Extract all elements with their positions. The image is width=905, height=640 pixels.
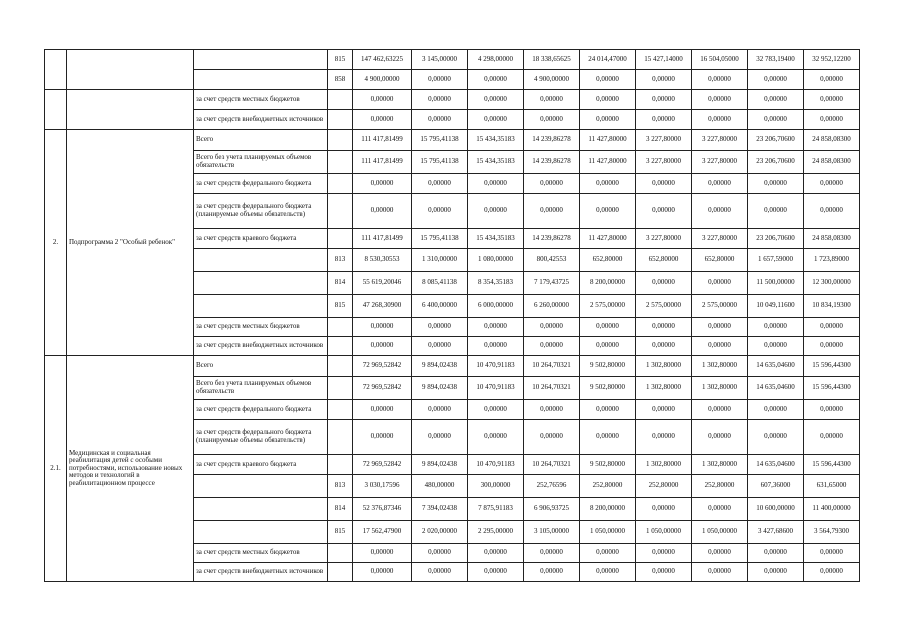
amount-cell: 6 906,93725 (524, 498, 580, 521)
amount-cell: 0,00000 (692, 337, 748, 356)
amount-cell: 0,00000 (353, 318, 412, 337)
amount-cell: 0,00000 (636, 272, 692, 295)
amount-cell: 6 260,00000 (524, 295, 580, 318)
amount-cell: 15 434,35183 (468, 130, 524, 151)
amount-cell: 0,00000 (468, 194, 524, 229)
amount-cell: 8 200,00000 (580, 498, 636, 521)
amount-cell: 111 417,81499 (353, 130, 412, 151)
section-name-cell: Медицинская и социальная реабилитация детей с особыми потребностями, использование новых методов и технологий в реабилитационном процессе (67, 356, 194, 582)
amount-cell: 252,80000 (692, 475, 748, 498)
amount-cell: 1 050,00000 (580, 521, 636, 544)
amount-cell: 15 434,35183 (468, 229, 524, 249)
source-label-cell: за счет средств федерального бюджета (194, 400, 328, 420)
amount-cell: 0,00000 (353, 110, 412, 130)
amount-cell: 72 969,52842 (353, 356, 412, 377)
kbk-code-cell (328, 544, 353, 563)
amount-cell: 0,00000 (636, 90, 692, 110)
amount-cell: 3 227,80000 (636, 130, 692, 151)
amount-cell: 0,00000 (468, 318, 524, 337)
amount-cell: 15 795,41138 (412, 130, 468, 151)
amount-cell: 18 338,65625 (524, 50, 580, 70)
amount-cell: 24 014,47000 (580, 50, 636, 70)
kbk-code-cell (328, 455, 353, 475)
amount-cell: 0,00000 (748, 563, 804, 582)
prev-name-cell (67, 50, 194, 90)
amount-cell: 32 952,12200 (804, 50, 860, 70)
amount-cell: 111 417,81499 (353, 151, 412, 174)
kbk-code-cell (328, 229, 353, 249)
amount-cell: 9 894,02438 (412, 377, 468, 400)
amount-cell: 3 227,80000 (636, 229, 692, 249)
amount-cell: 252,76596 (524, 475, 580, 498)
amount-cell: 0,00000 (524, 194, 580, 229)
amount-cell: 0,00000 (636, 110, 692, 130)
amount-cell: 2 575,00000 (636, 295, 692, 318)
amount-cell: 11 427,80000 (580, 130, 636, 151)
amount-cell: 0,00000 (412, 174, 468, 194)
table-row (45, 50, 860, 70)
amount-cell: 0,00000 (412, 400, 468, 420)
amount-cell: 0,00000 (353, 174, 412, 194)
amount-cell: 10 834,19300 (804, 295, 860, 318)
kbk-code-cell: 815 (328, 50, 353, 70)
amount-cell: 0,00000 (580, 337, 636, 356)
amount-cell: 0,00000 (353, 420, 412, 455)
source-label-cell (194, 70, 328, 90)
amount-cell: 1 302,80000 (692, 356, 748, 377)
amount-cell: 52 376,87346 (353, 498, 412, 521)
amount-cell: 0,00000 (353, 544, 412, 563)
source-label-cell (194, 50, 328, 70)
amount-cell: 9 502,80000 (580, 377, 636, 400)
amount-cell: 3 030,17596 (353, 475, 412, 498)
amount-cell: 47 268,30900 (353, 295, 412, 318)
amount-cell: 0,00000 (524, 337, 580, 356)
amount-cell: 3 105,00000 (524, 521, 580, 544)
amount-cell: 652,80000 (580, 249, 636, 272)
amount-cell: 252,80000 (580, 475, 636, 498)
source-label-cell: за счет средств внебюджетных источников (194, 110, 328, 130)
amount-cell: 3 227,80000 (692, 130, 748, 151)
amount-cell: 1 723,89000 (804, 249, 860, 272)
amount-cell: 0,00000 (580, 318, 636, 337)
amount-cell: 7 179,43725 (524, 272, 580, 295)
amount-cell: 0,00000 (468, 90, 524, 110)
amount-cell: 4 900,00000 (353, 70, 412, 90)
amount-cell: 10 470,91183 (468, 455, 524, 475)
amount-cell: 15 596,44300 (804, 377, 860, 400)
amount-cell: 0,00000 (580, 400, 636, 420)
kbk-code-cell: 813 (328, 475, 353, 498)
amount-cell: 2 020,00000 (412, 521, 468, 544)
amount-cell: 1 302,80000 (636, 356, 692, 377)
amount-cell: 8 354,35183 (468, 272, 524, 295)
amount-cell: 0,00000 (692, 174, 748, 194)
section-index-cell: 2. (45, 130, 67, 356)
amount-cell: 15 434,35183 (468, 151, 524, 174)
amount-cell: 12 300,00000 (804, 272, 860, 295)
budget-table (44, 49, 860, 582)
amount-cell: 72 969,52842 (353, 455, 412, 475)
source-label-cell: за счет средств местных бюджетов (194, 318, 328, 337)
amount-cell: 0,00000 (692, 110, 748, 130)
prev-index-cell (45, 90, 67, 130)
amount-cell: 0,00000 (468, 174, 524, 194)
amount-cell: 0,00000 (804, 70, 860, 90)
amount-cell: 10 264,70321 (524, 356, 580, 377)
source-label-cell: Всего без учета планируемых объемов обязательств (194, 151, 328, 174)
source-label-cell (194, 249, 328, 272)
amount-cell: 15 795,41138 (412, 151, 468, 174)
amount-cell: 1 302,80000 (692, 377, 748, 400)
amount-cell: 3 227,80000 (636, 151, 692, 174)
amount-cell: 147 462,63225 (353, 50, 412, 70)
amount-cell: 0,00000 (692, 498, 748, 521)
amount-cell: 0,00000 (636, 70, 692, 90)
amount-cell: 23 206,70600 (748, 151, 804, 174)
amount-cell: 0,00000 (353, 563, 412, 582)
amount-cell: 24 858,08300 (804, 130, 860, 151)
amount-cell: 0,00000 (636, 194, 692, 229)
kbk-code-cell (328, 194, 353, 229)
amount-cell: 0,00000 (748, 110, 804, 130)
amount-cell: 652,80000 (692, 249, 748, 272)
amount-cell: 0,00000 (804, 337, 860, 356)
amount-cell: 10 470,91183 (468, 377, 524, 400)
amount-cell: 0,00000 (692, 544, 748, 563)
amount-cell: 10 264,70321 (524, 455, 580, 475)
amount-cell: 1 050,00000 (692, 521, 748, 544)
kbk-code-cell (328, 151, 353, 174)
amount-cell: 0,00000 (468, 70, 524, 90)
amount-cell: 72 969,52842 (353, 377, 412, 400)
amount-cell: 15 427,14000 (636, 50, 692, 70)
amount-cell: 10 264,70321 (524, 377, 580, 400)
amount-cell: 0,00000 (692, 194, 748, 229)
amount-cell: 0,00000 (353, 400, 412, 420)
amount-cell: 0,00000 (412, 90, 468, 110)
amount-cell: 0,00000 (804, 90, 860, 110)
amount-cell: 8 530,30553 (353, 249, 412, 272)
kbk-code-cell (328, 174, 353, 194)
kbk-code-cell (328, 318, 353, 337)
kbk-code-cell (328, 400, 353, 420)
amount-cell: 8 200,00000 (580, 272, 636, 295)
kbk-code-cell (328, 337, 353, 356)
amount-cell: 2 575,00000 (580, 295, 636, 318)
amount-cell: 2 295,00000 (468, 521, 524, 544)
amount-cell: 0,00000 (412, 544, 468, 563)
amount-cell: 0,00000 (468, 337, 524, 356)
source-label-cell: за счет средств краевого бюджета (194, 229, 328, 249)
amount-cell: 3 427,68600 (748, 521, 804, 544)
section-name-cell: Подпрограмма 2 "Особый ребенок" (67, 130, 194, 356)
amount-cell: 0,00000 (748, 70, 804, 90)
amount-cell: 0,00000 (580, 544, 636, 563)
amount-cell: 15 596,44300 (804, 455, 860, 475)
source-label-cell: Всего (194, 356, 328, 377)
kbk-code-cell (328, 110, 353, 130)
amount-cell: 0,00000 (524, 90, 580, 110)
amount-cell: 631,65000 (804, 475, 860, 498)
amount-cell: 1 657,59000 (748, 249, 804, 272)
amount-cell: 0,00000 (524, 174, 580, 194)
amount-cell: 0,00000 (748, 90, 804, 110)
amount-cell: 17 562,47900 (353, 521, 412, 544)
amount-cell: 0,00000 (636, 400, 692, 420)
source-label-cell: Всего без учета планируемых объемов обязательств (194, 377, 328, 400)
amount-cell: 0,00000 (468, 544, 524, 563)
amount-cell: 0,00000 (580, 90, 636, 110)
amount-cell: 0,00000 (804, 110, 860, 130)
amount-cell: 1 302,80000 (636, 377, 692, 400)
source-label-cell (194, 498, 328, 521)
source-label-cell (194, 295, 328, 318)
amount-cell: 0,00000 (804, 194, 860, 229)
amount-cell: 10 600,00000 (748, 498, 804, 521)
source-label-cell: за счет средств внебюджетных источников (194, 337, 328, 356)
amount-cell: 0,00000 (468, 563, 524, 582)
amount-cell: 1 302,80000 (636, 455, 692, 475)
amount-cell: 0,00000 (692, 420, 748, 455)
amount-cell: 1 080,00000 (468, 249, 524, 272)
amount-cell: 0,00000 (412, 318, 468, 337)
amount-cell: 11 400,00000 (804, 498, 860, 521)
amount-cell: 0,00000 (692, 563, 748, 582)
amount-cell: 9 894,02438 (412, 455, 468, 475)
amount-cell: 0,00000 (636, 174, 692, 194)
amount-cell: 14 635,04600 (748, 356, 804, 377)
kbk-code-cell: 814 (328, 498, 353, 521)
amount-cell: 652,80000 (636, 249, 692, 272)
amount-cell: 111 417,81499 (353, 229, 412, 249)
amount-cell: 0,00000 (580, 70, 636, 90)
amount-cell: 4 900,00000 (524, 70, 580, 90)
kbk-code-cell (328, 420, 353, 455)
amount-cell: 0,00000 (636, 420, 692, 455)
amount-cell: 0,00000 (412, 110, 468, 130)
amount-cell: 14 239,86278 (524, 151, 580, 174)
amount-cell: 9 502,80000 (580, 455, 636, 475)
amount-cell: 14 635,04600 (748, 377, 804, 400)
amount-cell: 2 575,00000 (692, 295, 748, 318)
amount-cell: 3 564,79300 (804, 521, 860, 544)
amount-cell: 0,00000 (748, 544, 804, 563)
amount-cell: 6 000,00000 (468, 295, 524, 318)
source-label-cell: за счет средств федерального бюджета (планируемые объемы обязательств) (194, 420, 328, 455)
amount-cell: 0,00000 (412, 337, 468, 356)
source-label-cell: Всего (194, 130, 328, 151)
amount-cell: 0,00000 (692, 318, 748, 337)
amount-cell: 23 206,70600 (748, 130, 804, 151)
amount-cell: 0,00000 (353, 194, 412, 229)
amount-cell: 1 302,80000 (692, 455, 748, 475)
prev-name-cell (67, 90, 194, 130)
source-label-cell: за счет средств внебюджетных источников (194, 563, 328, 582)
amount-cell: 11 427,80000 (580, 151, 636, 174)
amount-cell: 300,00000 (468, 475, 524, 498)
amount-cell: 0,00000 (748, 400, 804, 420)
amount-cell: 0,00000 (636, 318, 692, 337)
amount-cell: 0,00000 (412, 70, 468, 90)
amount-cell: 0,00000 (412, 194, 468, 229)
amount-cell: 0,00000 (524, 318, 580, 337)
amount-cell: 14 239,86278 (524, 130, 580, 151)
amount-cell: 480,00000 (412, 475, 468, 498)
kbk-code-cell (328, 563, 353, 582)
amount-cell: 3 145,00000 (412, 50, 468, 70)
amount-cell: 15 596,44300 (804, 356, 860, 377)
amount-cell: 0,00000 (804, 318, 860, 337)
amount-cell: 0,00000 (580, 194, 636, 229)
amount-cell: 0,00000 (580, 563, 636, 582)
kbk-code-cell: 858 (328, 70, 353, 90)
amount-cell: 11 427,80000 (580, 229, 636, 249)
amount-cell: 0,00000 (524, 420, 580, 455)
source-label-cell (194, 475, 328, 498)
amount-cell: 11 500,00000 (748, 272, 804, 295)
amount-cell: 7 394,02438 (412, 498, 468, 521)
amount-cell: 0,00000 (636, 563, 692, 582)
amount-cell: 0,00000 (804, 544, 860, 563)
amount-cell: 800,42553 (524, 249, 580, 272)
kbk-code-cell: 813 (328, 249, 353, 272)
amount-cell: 0,00000 (748, 194, 804, 229)
amount-cell: 24 858,08300 (804, 151, 860, 174)
amount-cell: 0,00000 (692, 272, 748, 295)
kbk-code-cell (328, 377, 353, 400)
amount-cell: 0,00000 (468, 400, 524, 420)
kbk-code-cell (328, 130, 353, 151)
amount-cell: 0,00000 (468, 110, 524, 130)
amount-cell: 0,00000 (580, 174, 636, 194)
kbk-code-cell (328, 90, 353, 110)
amount-cell: 1 310,00000 (412, 249, 468, 272)
amount-cell: 0,00000 (353, 90, 412, 110)
prev-index-cell (45, 50, 67, 90)
table-row (45, 356, 860, 377)
amount-cell: 0,00000 (804, 420, 860, 455)
amount-cell: 14 239,86278 (524, 229, 580, 249)
amount-cell: 55 619,20046 (353, 272, 412, 295)
kbk-code-cell: 815 (328, 295, 353, 318)
source-label-cell: за счет средств федерального бюджета (194, 174, 328, 194)
amount-cell: 10 470,91183 (468, 356, 524, 377)
kbk-code-cell: 815 (328, 521, 353, 544)
amount-cell: 6 400,00000 (412, 295, 468, 318)
source-label-cell (194, 272, 328, 295)
amount-cell: 0,00000 (804, 400, 860, 420)
table-row (45, 130, 860, 151)
amount-cell: 32 783,19400 (748, 50, 804, 70)
amount-cell: 15 795,41138 (412, 229, 468, 249)
amount-cell: 10 049,11600 (748, 295, 804, 318)
amount-cell: 0,00000 (748, 174, 804, 194)
amount-cell: 0,00000 (468, 420, 524, 455)
source-label-cell: за счет средств краевого бюджета (194, 455, 328, 475)
amount-cell: 8 085,41138 (412, 272, 468, 295)
amount-cell: 0,00000 (804, 174, 860, 194)
amount-cell: 0,00000 (580, 420, 636, 455)
amount-cell: 0,00000 (748, 337, 804, 356)
amount-cell: 0,00000 (353, 337, 412, 356)
source-label-cell: за счет средств местных бюджетов (194, 544, 328, 563)
amount-cell: 0,00000 (524, 563, 580, 582)
amount-cell: 0,00000 (636, 498, 692, 521)
source-label-cell (194, 521, 328, 544)
amount-cell: 0,00000 (524, 400, 580, 420)
amount-cell: 252,80000 (636, 475, 692, 498)
kbk-code-cell (328, 356, 353, 377)
amount-cell: 0,00000 (692, 90, 748, 110)
amount-cell: 24 858,08300 (804, 229, 860, 249)
amount-cell: 0,00000 (580, 110, 636, 130)
kbk-code-cell: 814 (328, 272, 353, 295)
amount-cell: 16 504,05000 (692, 50, 748, 70)
amount-cell: 0,00000 (412, 563, 468, 582)
source-label-cell: за счет средств федерального бюджета (планируемые объемы обязательств) (194, 194, 328, 229)
amount-cell: 3 227,80000 (692, 151, 748, 174)
amount-cell: 0,00000 (636, 337, 692, 356)
amount-cell: 0,00000 (524, 110, 580, 130)
section-index-cell: 2.1. (45, 356, 67, 582)
amount-cell: 4 298,00000 (468, 50, 524, 70)
amount-cell: 1 050,00000 (636, 521, 692, 544)
amount-cell: 9 502,80000 (580, 356, 636, 377)
amount-cell: 0,00000 (692, 70, 748, 90)
amount-cell: 0,00000 (692, 400, 748, 420)
amount-cell: 0,00000 (412, 420, 468, 455)
amount-cell: 0,00000 (748, 420, 804, 455)
table-row (45, 90, 860, 110)
amount-cell: 0,00000 (524, 544, 580, 563)
amount-cell: 0,00000 (636, 544, 692, 563)
amount-cell: 3 227,80000 (692, 229, 748, 249)
amount-cell: 7 875,91183 (468, 498, 524, 521)
amount-cell: 14 635,04600 (748, 455, 804, 475)
amount-cell: 9 894,02438 (412, 356, 468, 377)
amount-cell: 23 206,70600 (748, 229, 804, 249)
amount-cell: 0,00000 (748, 318, 804, 337)
amount-cell: 0,00000 (804, 563, 860, 582)
amount-cell: 607,36000 (748, 475, 804, 498)
source-label-cell: за счет средств местных бюджетов (194, 90, 328, 110)
